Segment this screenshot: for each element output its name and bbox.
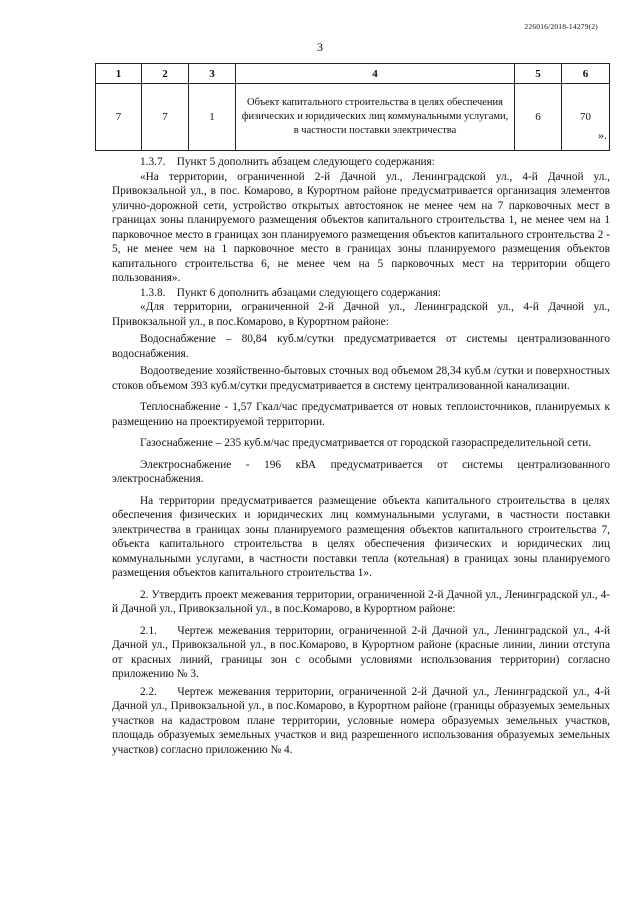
table-header-row xyxy=(96,64,610,84)
table-cell-description: Объект капитального строительства в целях обеспечения физических и юридических лиц коммунальными услугами, в частности поставки электричества xyxy=(236,84,515,151)
paragraph-drainage: Водоотведение хозяйственно-бытовых сточных вод объемом 28,34 куб.м /сутки и поверхностных стоков объемом 393 куб.м/сутки предусматривается в систему централизованной канализации. xyxy=(112,365,610,392)
paragraph-item-2-1: 2.1. Чертеж межевания территории, ограниченной 2-й Дачной ул., Ленинградской ул., 4-й Дачной ул., Привокзальной ул., в пос.Комарово, в Курортном районе (красные линии, линии отступа от красных линий, границы зон с особыми условиями использования территории) согласно приложению № 3. xyxy=(112,624,610,680)
paragraph-territory-intro: «Для территории, ограниченной 2-й Дачной ул., Ленинградской ул., 4-й Дачной ул., Привокзальной ул., в пос.Комарово, в Курортном районе: xyxy=(112,301,610,328)
table-header-cell: 6 xyxy=(562,64,610,84)
table-cell: 6 xyxy=(515,84,562,151)
table-header-cell: 3 xyxy=(189,64,236,84)
zones-table xyxy=(95,63,610,151)
document-body xyxy=(112,155,610,757)
table-row xyxy=(96,84,610,151)
table-header-cell: 2 xyxy=(142,64,189,84)
paragraph-item-2: 2. Утвердить проект межевания территории, ограниченной 2-й Дачной ул., Ленинградской ул., 4-й Дачной ул., Привокзальной ул., в пос.Комарово, в Курортном районе: xyxy=(112,588,610,615)
paragraph-parking: «На территории, ограниченной 2-й Дачной ул., Ленинградской ул., 4-й Дачной ул., Привокзальной ул., в пос. Комарово, в Курортном районе предусматривается организация элементов улично-дорожной сети, устройство открытых автостоянок не менее чем на 7 парковочных мест в границах зоны планируемого размещения объектов капитального строительства 1, не менее чем на 1 парковочное место в границах зон планируемого размещения объектов капитального строительства 2 - 5, не менее чем на 1 парковочное место в границах зоны планируемого размещения объектов капитального строительства 6, не менее чем на 5 парковочных мест на территории общего пользования». xyxy=(112,170,610,284)
table-cell: 7 xyxy=(142,84,189,151)
paragraph-power-supply: Электроснабжение - 196 кВА предусматривается от системы централизованного электроснабжения. xyxy=(112,458,610,485)
table-header-cell: 5 xyxy=(515,64,562,84)
page-number: 3 xyxy=(317,40,323,54)
table-cell: 1 xyxy=(189,84,236,151)
table-header-cell: 4 xyxy=(236,64,515,84)
table-cell: 70 xyxy=(562,84,610,151)
paragraph-item-1-3-8: 1.3.8. Пункт 6 дополнить абзацами следующего содержания: xyxy=(140,286,441,299)
table-cell: 7 xyxy=(96,84,142,151)
paragraph-utility-objects: На территории предусматривается размещение объекта капитального строительства в целях обеспечения физических и юридических лиц коммунальными услугами, в частности поставки электричества в границах зоны планируемого размещения объектов капитального строительства 7, объекта капитального строительства в целях обеспечения физических и юридических лиц коммунальными услугами, в частности поставки тепла (котельная) в границах зоны планируемого размещения объектов капитального строительства 1». xyxy=(112,494,610,579)
table-header-cell: 1 xyxy=(96,64,142,84)
table-closing-quote: ». xyxy=(598,128,607,142)
paragraph-heat-supply: Теплоснабжение - 1,57 Гкал/час предусматривается от новых теплоисточников, планируемых к размещению на проектируемой территории. xyxy=(112,401,610,428)
paragraph-item-2-2: 2.2. Чертеж межевания территории, ограниченной 2-й Дачной ул., Ленинградской ул., 4-й Дачной ул., Привокзальной ул., в пос.Комарово, в Курортном районе (границы образуемых земельных участков на кадастровом плане территории, условные номера образуемых земельных участков, площадь образуемых земельных участков и вид разрешенного использования образуемых земельных участков) согласно приложению № 4. xyxy=(112,685,610,756)
paragraph-water-supply: Водоснабжение – 80,84 куб.м/сутки предусматривается от системы централизованного водоснабжения. xyxy=(112,333,610,360)
paragraph-gas-supply: Газоснабжение – 235 куб.м/час предусматривается от городской газораспределительной сети. xyxy=(140,437,592,449)
paragraph-item-1-3-7: 1.3.7. Пункт 5 дополнить абзацем следующего содержания: xyxy=(140,156,435,168)
document-id: 226016/2018-14279(2) xyxy=(524,22,598,31)
